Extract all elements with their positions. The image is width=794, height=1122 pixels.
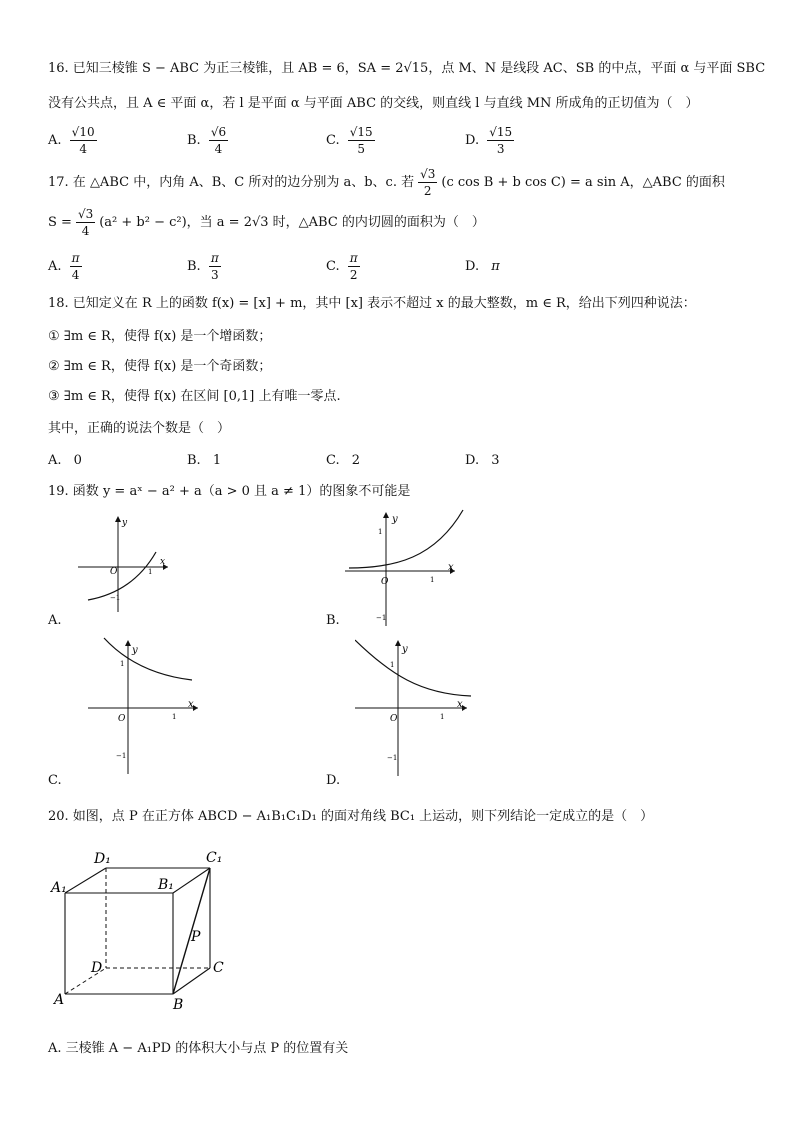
- q18-option-a: [48, 452, 82, 470]
- vertex-a: A: [54, 992, 65, 1008]
- option-value: 2: [351, 453, 361, 468]
- denominator: 4: [71, 268, 80, 282]
- option-label: A.: [48, 133, 62, 148]
- y-axis-arrow: [383, 512, 389, 518]
- tick-label-y1: 1: [390, 661, 395, 669]
- option-label: C.: [326, 453, 340, 468]
- x-axis-arrow: [193, 705, 198, 711]
- q18-line1: 18. 已知定义在 R 上的函数 f(x) = [x] + m，其中 [x] 表示不超过 x 的最大整数，m ∈ R，给出下列四种说法：: [48, 296, 696, 311]
- denominator: 3: [210, 268, 219, 282]
- function-curve: [88, 552, 156, 600]
- origin-label: O: [381, 577, 389, 587]
- q17-text: 17. 在 △ABC 中，内角 A、B、C 所对的边分别为 a、b、c. 若: [48, 175, 415, 190]
- option-label: C.: [326, 133, 340, 148]
- tick-label-x1: 1: [172, 713, 177, 721]
- tick-label-neg1: −1: [376, 614, 387, 622]
- option-label: B.: [187, 133, 201, 148]
- q18-statement-2: ② ∃m ∈ R，使得 f(x) 是一个奇函数；: [48, 359, 272, 374]
- tick-label-x1: 1: [440, 713, 445, 721]
- denominator: 5: [357, 142, 366, 156]
- option-value: 3: [491, 453, 500, 468]
- numerator: π: [71, 251, 80, 265]
- option-fraction: [70, 124, 97, 157]
- y-label: y: [392, 514, 398, 525]
- edge-bc: [173, 968, 210, 994]
- numerator: √15: [349, 125, 373, 139]
- x-label: x: [448, 562, 454, 573]
- q17-fraction: [76, 206, 95, 239]
- denominator: 4: [79, 142, 87, 156]
- q19-line1: 19. 函数 y = aˣ − a² + a（a > 0 且 a ≠ 1）的图象不可能是: [48, 484, 411, 499]
- q17-option-c: [326, 250, 364, 283]
- q20-cube-diagram: [48, 846, 238, 1016]
- numerator: √15: [489, 125, 513, 139]
- tick-label-1: 1: [148, 568, 153, 576]
- denominator: 3: [496, 142, 505, 156]
- option-label: C.: [326, 259, 340, 274]
- origin-label: O: [118, 714, 126, 724]
- tick-label-y1: 1: [120, 660, 125, 668]
- q17-text: (c cos B + b cos C) = a sin A，△ABC 的面积: [441, 175, 725, 190]
- tick-label-x1: 1: [430, 576, 435, 584]
- numerator: π: [210, 251, 219, 265]
- vertex-a1: A₁: [51, 880, 67, 896]
- tick-label-neg1: −1: [116, 752, 127, 760]
- q16-line1: 16. 已知三棱锥 S − ABC 为正三棱锥，且 AB = 6，SA = 2√15，点 M、N 是线段 AC、SB 的中点，平面 α 与平面 SBC: [48, 61, 766, 76]
- q17-option-d: [465, 258, 500, 276]
- denominator: 2: [349, 268, 358, 282]
- numerator: √6: [210, 125, 227, 139]
- q20-option-a: A. 三棱锥 A − A₁PD 的体积大小与点 P 的位置有关: [48, 1041, 349, 1056]
- function-curve: [355, 640, 471, 696]
- numerator: √3: [420, 167, 436, 181]
- option-label: D.: [465, 259, 480, 274]
- q19-label-b: B.: [326, 613, 340, 628]
- y-label: y: [402, 644, 408, 655]
- option-fraction: [487, 124, 514, 157]
- numerator: √3: [77, 207, 94, 221]
- q19-graph-a: [78, 512, 173, 612]
- q17-option-b: [187, 250, 225, 283]
- option-fraction: [348, 124, 375, 157]
- q18-statement-1: ① ∃m ∈ R，使得 f(x) 是一个增函数；: [48, 329, 272, 344]
- y-axis-arrow: [115, 516, 121, 522]
- function-curve: [104, 638, 192, 680]
- x-label: x: [457, 699, 463, 710]
- numerator: √10: [71, 125, 95, 139]
- y-axis-arrow: [395, 640, 401, 646]
- q19-label-c: C.: [48, 773, 62, 788]
- vertex-c: C: [213, 960, 224, 976]
- q18-option-d: [465, 452, 500, 470]
- vertex-b: B: [173, 997, 184, 1013]
- q18-option-c: [326, 452, 360, 470]
- q17-line1: [48, 166, 725, 199]
- q19-label-d: D.: [326, 773, 341, 788]
- option-value: 1: [212, 453, 222, 468]
- q17-text: S =: [48, 215, 72, 230]
- vertex-d: D: [91, 960, 103, 976]
- q16-option-c: [326, 124, 379, 157]
- y-label: y: [122, 518, 128, 528]
- option-fraction: [209, 124, 228, 157]
- q17-text: (a² + b² − c²)，当 a = 2√3 时，△ABC 的内切圆的面积为（ ）: [99, 215, 485, 230]
- tick-label-neg1: −1: [387, 754, 398, 762]
- tick-label-neg1: −1: [110, 594, 121, 602]
- vertex-c1: C₁: [206, 850, 223, 866]
- q18-option-b: [187, 452, 221, 470]
- q16-option-a: [48, 124, 101, 157]
- q16-option-b: [187, 124, 232, 157]
- x-label: x: [188, 699, 194, 710]
- q20-line1: 20. 如图，点 P 在正方体 ABCD − A₁B₁C₁D₁ 的面对角线 BC₁ 上运动，则下列结论一定成立的是（ ）: [48, 809, 654, 824]
- q19-label-a: A.: [48, 613, 62, 628]
- option-label: D.: [465, 453, 480, 468]
- option-value: 0: [73, 453, 82, 468]
- option-label: A.: [48, 259, 62, 274]
- denominator: 4: [81, 224, 90, 238]
- q19-graph-b: [345, 508, 465, 626]
- numerator: π: [349, 251, 358, 265]
- vertex-p: P: [191, 929, 201, 945]
- y-label: y: [132, 645, 138, 656]
- option-value: π: [491, 259, 500, 274]
- option-label: D.: [465, 133, 480, 148]
- option-fraction: [209, 250, 221, 283]
- q19-graph-c: [88, 636, 203, 774]
- origin-label: O: [110, 567, 118, 577]
- q19-graph-d: [355, 636, 473, 776]
- denominator: 2: [423, 184, 432, 198]
- q17-fraction: [418, 166, 437, 199]
- denominator: 4: [214, 142, 223, 156]
- vertex-d1: D₁: [94, 851, 111, 867]
- vertex-b1: B₁: [158, 877, 174, 893]
- edge-a1d1: [65, 868, 106, 893]
- tick-label-y1: 1: [378, 528, 383, 536]
- q17-option-a: [48, 250, 86, 283]
- q18-question: 其中，正确的说法个数是（ ）: [48, 421, 231, 436]
- q16-option-d: [465, 124, 518, 157]
- q16-line2: 没有公共点，且 A ∈ 平面 α，若 l 是平面 α 与平面 ABC 的交线，则直线 l 与直线 MN 所成角的正切值为（ ）: [48, 96, 699, 111]
- option-label: A.: [48, 453, 62, 468]
- q18-statement-3: ③ ∃m ∈ R，使得 f(x) 在区间 [0,1] 上有唯一零点.: [48, 389, 341, 404]
- q17-line2: [48, 206, 485, 239]
- y-axis-arrow: [125, 640, 131, 646]
- option-label: B.: [187, 259, 201, 274]
- function-curve: [349, 510, 463, 568]
- option-label: B.: [187, 453, 201, 468]
- x-axis-arrow: [462, 705, 467, 711]
- option-fraction: [70, 250, 82, 283]
- x-label: x: [160, 557, 166, 567]
- option-fraction: [348, 250, 360, 283]
- origin-label: O: [390, 714, 398, 724]
